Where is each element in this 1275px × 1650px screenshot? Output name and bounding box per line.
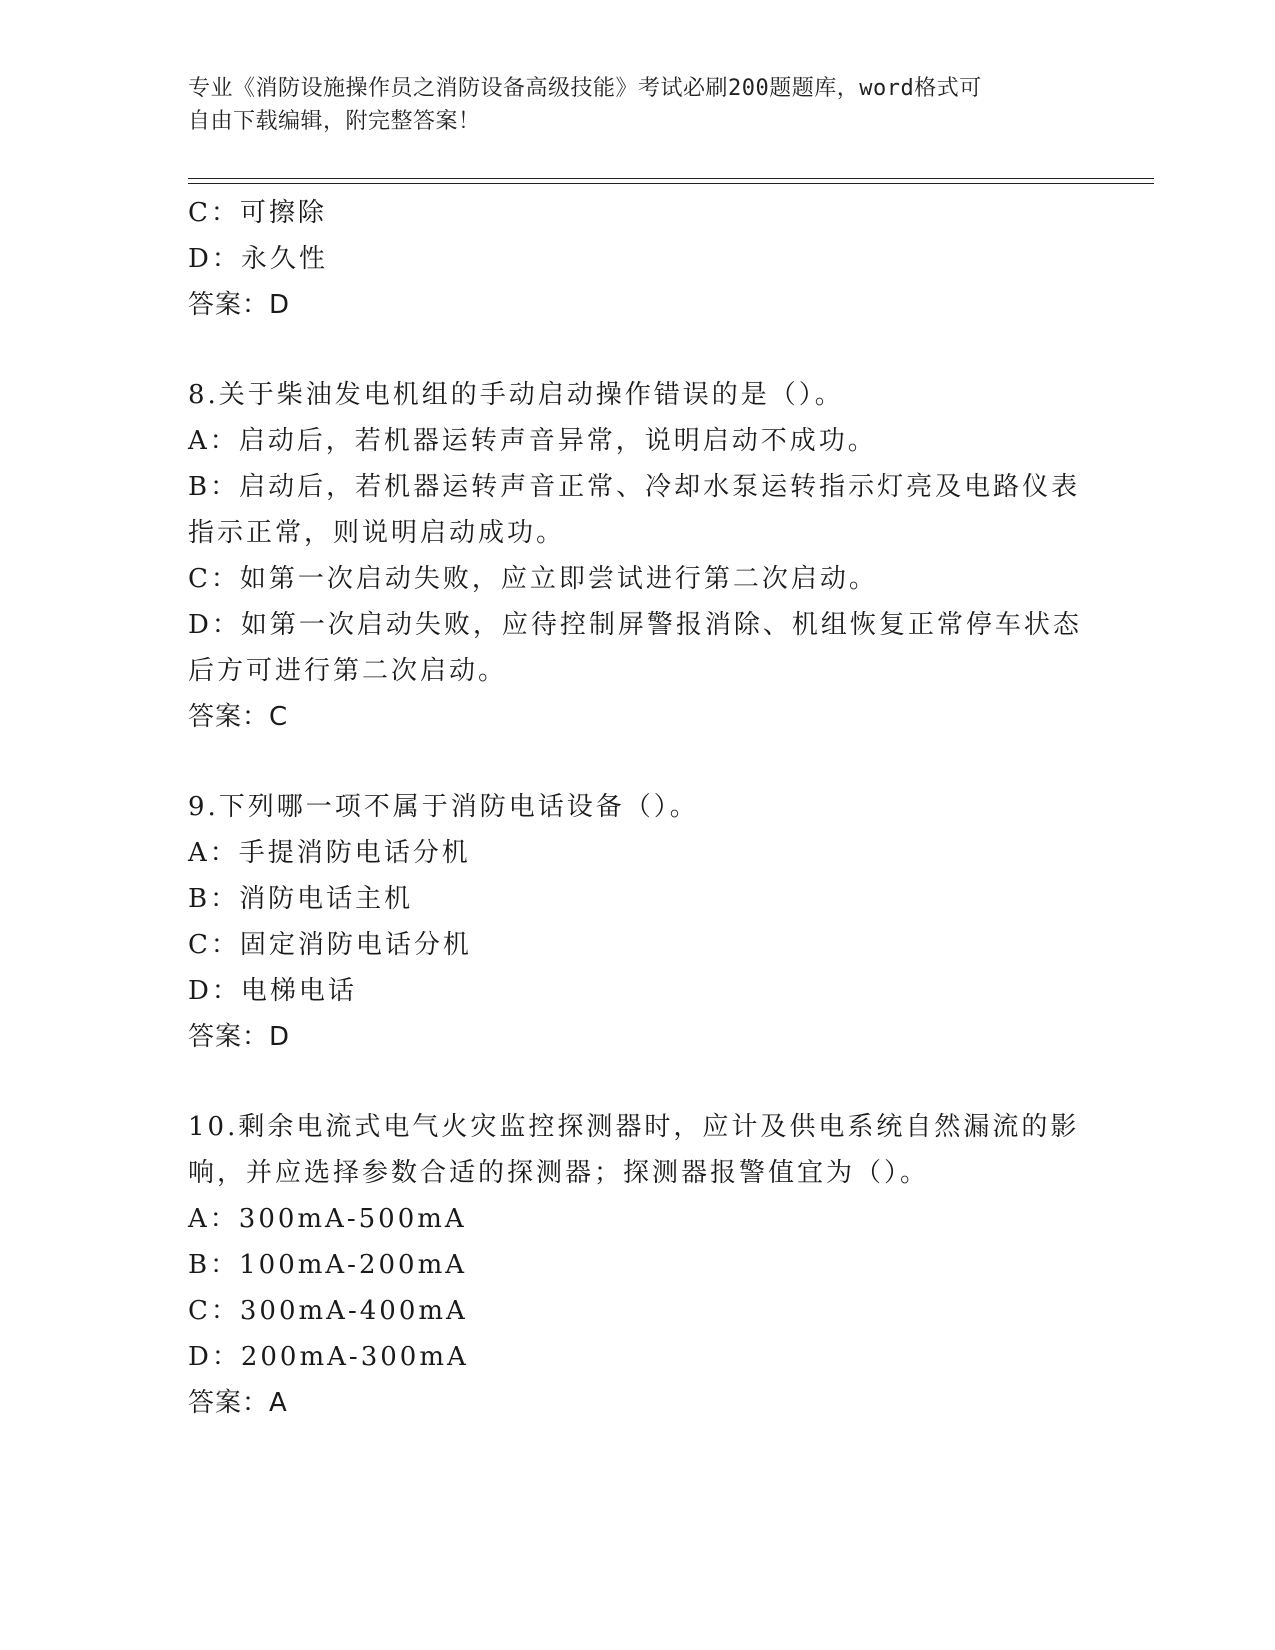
- option-d: D：电梯电话: [188, 976, 357, 1006]
- question-8: [188, 372, 1088, 740]
- question-10: [188, 1104, 1088, 1426]
- option-a: A：手提消防电话分机: [188, 838, 471, 868]
- option-c: C：固定消防电话分机: [188, 930, 472, 960]
- option-c: C：如第一次启动失败，应立即尝试进行第二次启动。: [188, 564, 878, 594]
- question-content: [188, 190, 1088, 1426]
- option-b: B：消防电话主机: [188, 884, 414, 914]
- header-line-2: 自由下载编辑，附完整答案！: [188, 109, 481, 134]
- header-line-1: 专业《消防设施操作员之消防设备高级技能》考试必刷200题题库，word格式可: [188, 76, 982, 101]
- page-header: [188, 72, 1068, 138]
- option-b: B：启动后，若机器运转声音正常、冷却水泵运转指示灯亮及电路仪表: [188, 472, 1081, 502]
- spacer: [188, 328, 1088, 372]
- prev-question-tail: [188, 190, 1088, 328]
- answer: 答案：D: [188, 290, 291, 320]
- answer: 答案：D: [188, 1022, 291, 1052]
- option-c: C：300mA-400mA: [188, 1296, 468, 1326]
- spacer: [188, 1060, 1088, 1104]
- option-c: C：可擦除: [188, 198, 327, 228]
- spacer: [188, 740, 1088, 784]
- answer: 答案：C: [188, 702, 289, 732]
- option-b: B：100mA-200mA: [188, 1250, 468, 1280]
- option-d: D：200mA-300mA: [188, 1342, 469, 1372]
- option-b-continued: 指示正常，则说明启动成功。: [188, 518, 566, 548]
- option-d: D：如第一次启动失败，应待控制屏警报消除、机组恢复正常停车状态: [188, 610, 1082, 640]
- answer: 答案：A: [188, 1388, 288, 1418]
- question-9: [188, 784, 1088, 1060]
- option-a: A：启动后，若机器运转声音异常，说明启动不成功。: [188, 426, 877, 456]
- header-rule-top: [188, 178, 1154, 179]
- question-stem: 9.下列哪一项不属于消防电话设备（）。: [188, 792, 699, 822]
- option-d-continued: 后方可进行第二次启动。: [188, 656, 508, 686]
- question-stem-continued: 响，并应选择参数合适的探测器；探测器报警值宜为（）。: [188, 1158, 930, 1188]
- question-stem: 8.关于柴油发电机组的手动启动操作错误的是（）。: [188, 380, 844, 410]
- option-a: A：300mA-500mA: [188, 1204, 467, 1234]
- question-stem: 10.剩余电流式电气火灾监控探测器时，应计及供电系统自然漏流的影: [188, 1112, 1080, 1142]
- option-d: D：永久性: [188, 244, 328, 274]
- header-rule-bottom: [188, 183, 1154, 184]
